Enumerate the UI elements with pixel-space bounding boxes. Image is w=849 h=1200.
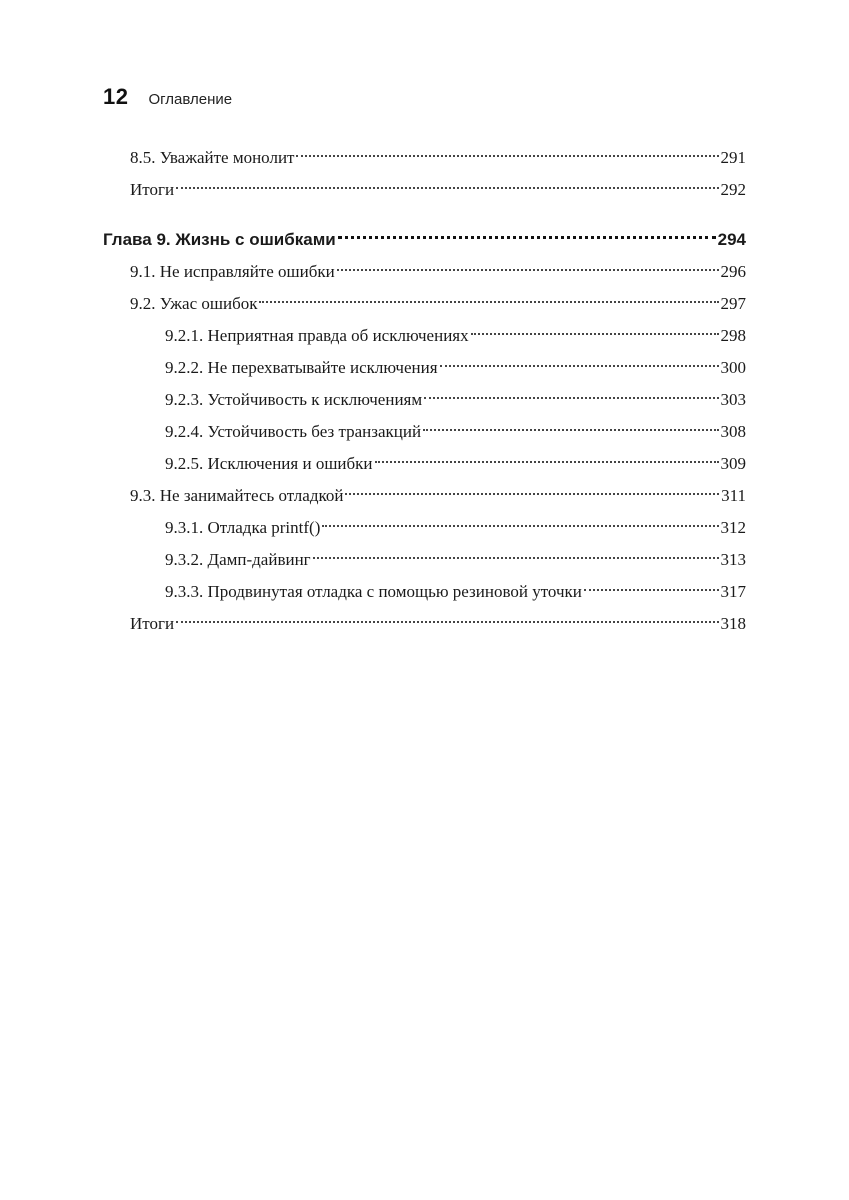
toc-leader-dots: [313, 557, 719, 559]
toc-entry-title: 9.2.5. Исключения и ошибки: [165, 454, 373, 473]
toc-entry-page: 296: [720, 262, 746, 281]
toc-leader-dots: [338, 236, 716, 239]
toc-leader-dots: [471, 333, 719, 335]
toc-subentry: [165, 512, 746, 544]
toc-subentry: [165, 352, 746, 384]
toc-entry-title: 9.3. Не занимайтесь отладкой: [130, 486, 344, 505]
toc-entry-page: 297: [720, 294, 746, 313]
toc-subentry: [165, 416, 746, 448]
toc-entry-page: 300: [720, 358, 746, 377]
running-head: [103, 84, 232, 110]
toc-leader-dots: [424, 397, 718, 399]
toc-entry-page: 311: [721, 486, 746, 505]
toc-leader-dots: [345, 493, 719, 495]
toc-leader-dots: [337, 269, 719, 271]
toc-chapter-entry: [103, 224, 746, 256]
toc-entry: [130, 142, 746, 174]
toc-entry-title: 9.2. Ужас ошибок: [130, 294, 258, 313]
toc-subentry: [165, 544, 746, 576]
toc-entry-page: 312: [720, 518, 746, 537]
toc-subentry: [165, 448, 746, 480]
toc-entry-page: 303: [720, 390, 746, 409]
toc-subentry: [165, 576, 746, 608]
running-title: Оглавление: [148, 91, 233, 108]
toc-entry-title: 9.2.2. Не перехватывайте исключения: [165, 358, 438, 377]
toc-entry-page: 291: [720, 148, 746, 167]
toc-leader-dots: [322, 525, 718, 527]
toc-entry-page: 298: [720, 326, 746, 345]
toc-leader-dots: [176, 621, 718, 623]
toc-entry-title: 8.5. Уважайте монолит: [130, 148, 295, 167]
toc-chapter-title: Глава 9. Жизнь с ошибками: [103, 230, 336, 249]
toc-leader-dots: [176, 187, 718, 189]
toc-entry-title: 9.2.3. Устойчивость к исключениям: [165, 390, 423, 409]
toc-entry-page: 313: [720, 550, 746, 569]
toc-entry-page: 309: [720, 454, 746, 473]
toc-subentry: [165, 320, 746, 352]
toc-entry-title: 9.3.1. Отладка printf(): [165, 518, 321, 537]
toc-entry: [130, 480, 746, 512]
toc-entry: [130, 288, 746, 320]
toc-subentry: [165, 384, 746, 416]
toc-entry-page: 292: [720, 180, 746, 199]
toc-leader-dots: [375, 461, 719, 463]
toc-entry-page: 317: [720, 582, 746, 601]
toc-entry-title: 9.2.1. Неприятная правда об исключениях: [165, 326, 469, 345]
toc-entry: [130, 608, 746, 640]
toc-entry-title: 9.3.3. Продвинутая отладка с помощью резиновой уточки: [165, 582, 582, 601]
toc-entry-title: Итоги: [130, 180, 175, 199]
toc-chapter-page: 294: [717, 230, 746, 249]
toc-entry-page: 318: [720, 614, 746, 633]
toc-leader-dots: [296, 155, 718, 157]
toc-entry-title: 9.2.4. Устойчивость без транзакций: [165, 422, 422, 441]
page-number: 12: [103, 84, 129, 109]
toc-entry: [130, 174, 746, 206]
toc-leader-dots: [423, 429, 718, 431]
toc-leader-dots: [259, 301, 718, 303]
toc-leader-dots: [584, 589, 719, 591]
toc-entry-title: Итоги: [130, 614, 175, 633]
toc-entry-page: 308: [720, 422, 746, 441]
toc-entry-title: 9.3.2. Дамп-дайвинг: [165, 550, 311, 569]
toc-leader-dots: [440, 365, 719, 367]
toc-entry-title: 9.1. Не исправляйте ошибки: [130, 262, 335, 281]
toc-entry: [130, 256, 746, 288]
